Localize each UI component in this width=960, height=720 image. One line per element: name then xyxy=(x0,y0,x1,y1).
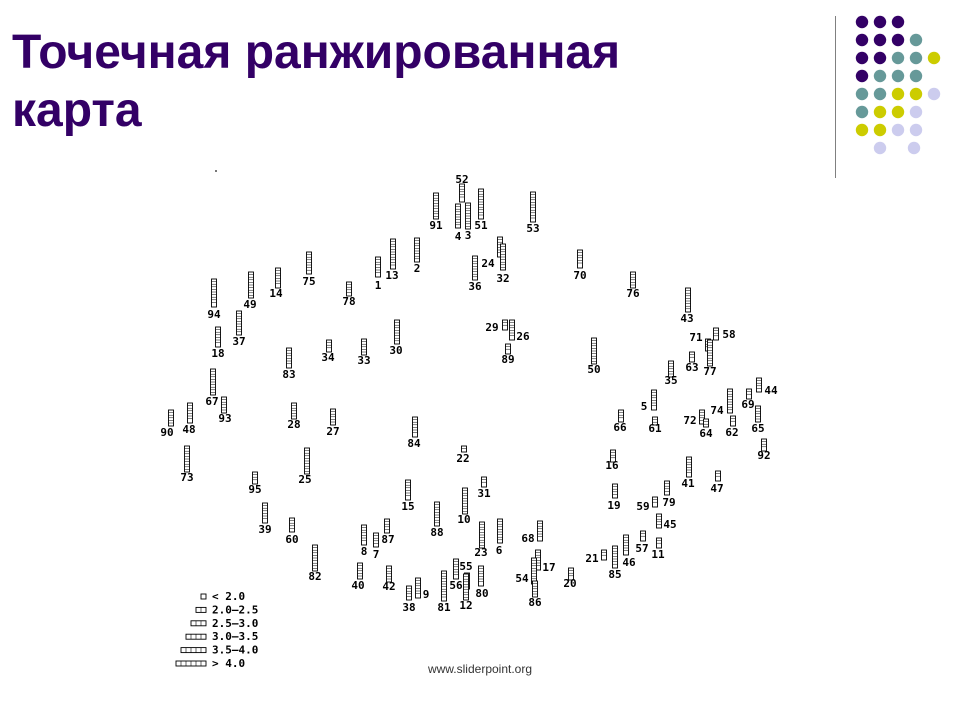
map-marker-82 xyxy=(308,545,321,583)
map-marker-39 xyxy=(258,503,271,536)
map-marker-81 xyxy=(437,571,451,614)
map-marker-42 xyxy=(382,566,395,593)
map-marker-6 xyxy=(496,519,503,557)
map-marker-83 xyxy=(282,348,295,381)
map-marker-label: 2 xyxy=(413,262,421,275)
map-marker-37 xyxy=(232,311,245,348)
map-marker-label: 54 xyxy=(515,572,529,585)
map-marker-label: 6 xyxy=(495,544,503,557)
map-marker-92 xyxy=(757,439,770,462)
map-marker-label: 47 xyxy=(710,482,724,495)
legend-row xyxy=(191,617,258,630)
map-marker-label: 49 xyxy=(243,298,257,311)
map-marker-35 xyxy=(664,361,677,387)
map-marker-76 xyxy=(626,272,640,300)
map-marker-label: 82 xyxy=(308,570,322,583)
map-marker-36 xyxy=(468,256,482,293)
map-marker-label: 59 xyxy=(636,500,650,513)
map-marker-88 xyxy=(430,502,443,539)
map-marker-10 xyxy=(457,488,470,526)
map-marker-23 xyxy=(474,522,487,559)
map-marker-69 xyxy=(741,389,754,411)
map-marker-38 xyxy=(402,586,415,614)
legend-row xyxy=(201,590,245,603)
map-marker-label: 31 xyxy=(477,487,491,500)
legend xyxy=(176,590,258,670)
slide-title-line2: карта xyxy=(12,84,142,137)
map-marker-label: 76 xyxy=(626,287,640,300)
map-marker-label: 12 xyxy=(459,599,473,612)
map-marker-28 xyxy=(287,403,300,431)
map-marker-label: 77 xyxy=(703,365,717,378)
map-marker-3 xyxy=(465,203,472,242)
map-marker-label: 93 xyxy=(218,412,232,425)
map-marker-40 xyxy=(351,563,364,592)
map-marker-2 xyxy=(414,238,421,275)
map-marker-79 xyxy=(662,481,675,509)
map-marker-label: 45 xyxy=(663,518,677,531)
map-marker-label: 15 xyxy=(401,500,415,513)
map-marker-44 xyxy=(757,378,778,397)
legend-label: 2.5–3.0 xyxy=(212,616,259,630)
map-marker-label: 37 xyxy=(232,335,246,348)
map-marker-label: 88 xyxy=(430,526,444,539)
map-marker-47 xyxy=(710,471,723,495)
map-marker-label: 48 xyxy=(182,423,196,436)
map-marker-41 xyxy=(681,457,695,490)
map-marker-label: 86 xyxy=(528,596,542,609)
map-marker-86 xyxy=(528,581,542,609)
map-marker-label: 22 xyxy=(456,452,470,465)
map-marker-label: 19 xyxy=(607,499,621,512)
map-marker-label: 67 xyxy=(205,395,219,408)
map-marker-20 xyxy=(563,568,576,590)
map-marker-label: 34 xyxy=(321,351,335,364)
map-marker-label: 89 xyxy=(501,353,515,366)
map-marker-61 xyxy=(648,417,662,435)
map-marker-label: 65 xyxy=(751,422,765,435)
map-marker-label: 40 xyxy=(351,579,365,592)
map-marker-label: 16 xyxy=(605,459,619,472)
map-marker-label: 3 xyxy=(464,229,472,242)
map-marker-93 xyxy=(218,397,231,425)
map-marker-16 xyxy=(605,450,619,472)
map-marker-68 xyxy=(521,521,542,545)
map-marker-label: 56 xyxy=(449,579,463,592)
map-marker-label: 68 xyxy=(521,532,535,545)
map-marker-label: 43 xyxy=(680,312,694,325)
map-marker-label: 5 xyxy=(640,400,648,413)
map-marker-label: 94 xyxy=(207,308,221,321)
map-marker-17 xyxy=(536,550,556,574)
map-marker-label: 11 xyxy=(651,548,665,561)
map-marker-label: 26 xyxy=(516,330,530,343)
map-marker-label: 44 xyxy=(764,384,778,397)
map-marker-84 xyxy=(407,417,421,450)
map-marker-label: 46 xyxy=(622,556,636,569)
map-marker-label: 50 xyxy=(587,363,601,376)
map-marker-label: 24 xyxy=(481,257,495,270)
legend-label: 3.0–3.5 xyxy=(212,630,259,644)
map-marker-85 xyxy=(608,546,621,581)
map-marker-70 xyxy=(573,250,586,282)
map-marker-label: 53 xyxy=(526,222,540,235)
map-marker-label: 17 xyxy=(542,561,556,574)
map-marker-label: 14 xyxy=(269,287,283,300)
map-marker-45 xyxy=(657,514,677,531)
map-marker-19 xyxy=(607,484,620,512)
map-marker-50 xyxy=(587,338,600,376)
map-marker-13 xyxy=(385,239,398,282)
map-marker-label: 29 xyxy=(485,321,499,334)
map-marker-29 xyxy=(485,320,507,334)
map-marker-label: 18 xyxy=(211,347,225,360)
map-marker-62 xyxy=(725,416,738,439)
map-marker-label: 41 xyxy=(681,477,695,490)
legend-row xyxy=(186,630,258,643)
map-marker-label: 30 xyxy=(389,344,403,357)
map-marker-label: 35 xyxy=(664,374,678,387)
map-marker-label: 1 xyxy=(374,279,382,292)
map-marker-91 xyxy=(429,193,443,232)
map-marker-label: 10 xyxy=(457,513,471,526)
map-marker-label: 62 xyxy=(725,426,739,439)
map-marker-label: 7 xyxy=(372,548,380,561)
map-marker-label: 63 xyxy=(685,361,699,374)
map-marker-30 xyxy=(389,320,402,357)
map-marker-27 xyxy=(326,409,339,438)
map-marker-label: 4 xyxy=(454,230,462,243)
map-marker-4 xyxy=(455,204,462,243)
map-marker-78 xyxy=(342,282,355,308)
map-marker-74 xyxy=(710,389,732,417)
map-marker-66 xyxy=(613,410,627,434)
map-marker-label: 75 xyxy=(302,275,316,288)
map-marker-label: 13 xyxy=(385,269,399,282)
map-marker-label: 36 xyxy=(468,280,482,293)
map-marker-label: 90 xyxy=(160,426,174,439)
map-marker-label: 83 xyxy=(282,368,296,381)
map-marker-58 xyxy=(714,328,736,341)
legend-label: 2.0–2.5 xyxy=(212,603,259,617)
slide-title-line1: Точечная ранжированная xyxy=(12,26,621,79)
map-marker-8 xyxy=(361,525,368,558)
footer-url[interactable]: www.sliderpoint.org xyxy=(427,662,533,676)
map-marker-label: 55 xyxy=(459,560,473,573)
map-marker-label: 57 xyxy=(635,542,649,555)
map-marker-label: 66 xyxy=(613,421,627,434)
map-marker-11 xyxy=(651,538,665,561)
map-marker-63 xyxy=(685,352,698,374)
map-marker-59 xyxy=(636,497,657,513)
legend-row xyxy=(196,603,258,616)
map-marker-7 xyxy=(373,533,380,561)
map-marker-67 xyxy=(205,369,218,408)
map-marker-label: 81 xyxy=(437,601,451,614)
map-marker-label: 72 xyxy=(683,414,697,427)
map-marker-49 xyxy=(243,272,256,311)
map-marker-46 xyxy=(622,535,636,569)
map-marker-15 xyxy=(401,480,414,513)
map-marker-75 xyxy=(302,252,315,288)
map-marker-51 xyxy=(474,189,488,232)
map-marker-label: 32 xyxy=(496,272,510,285)
map-marker-label: 69 xyxy=(741,398,755,411)
map-marker-label: 74 xyxy=(710,404,724,417)
legend-row xyxy=(181,644,258,657)
map-marker-24 xyxy=(481,237,502,270)
map-marker-26 xyxy=(510,320,530,343)
map-marker-label: 39 xyxy=(258,523,272,536)
map-marker-87 xyxy=(381,519,394,546)
map-marker-label: 58 xyxy=(722,328,736,341)
map-marker-label: 20 xyxy=(563,577,577,590)
map-marker-label: 73 xyxy=(180,471,194,484)
legend-label: < 2.0 xyxy=(212,590,246,603)
map-marker-label: 27 xyxy=(326,425,340,438)
map-marker-73 xyxy=(180,446,193,484)
map-marker-48 xyxy=(182,403,195,436)
map-marker-18 xyxy=(211,327,224,360)
map-marker-label: 79 xyxy=(662,496,676,509)
map-marker-label: 84 xyxy=(407,437,421,450)
map-marker-57 xyxy=(635,531,648,555)
map-marker-label: 9 xyxy=(422,588,430,601)
map-marker-label: 61 xyxy=(648,422,662,435)
map-marker-43 xyxy=(680,288,693,325)
map-marker-25 xyxy=(298,448,311,486)
map-marker-5 xyxy=(641,390,657,413)
map-marker-22 xyxy=(456,446,469,465)
map-marker-9 xyxy=(416,578,430,601)
map-marker-33 xyxy=(357,339,370,367)
map-marker-label: 71 xyxy=(689,331,703,344)
map-marker-label: 70 xyxy=(573,269,587,282)
map-marker-label: 8 xyxy=(360,545,368,558)
map-marker-34 xyxy=(321,340,335,364)
map-marker-label: 80 xyxy=(475,587,489,600)
map-marker-label: 28 xyxy=(287,418,301,431)
map-marker-label: 23 xyxy=(474,546,488,559)
map-marker-label: 51 xyxy=(474,219,488,232)
map-marker-label: 87 xyxy=(381,533,395,546)
map-marker-31 xyxy=(477,477,491,500)
map-marker-60 xyxy=(285,518,298,546)
map-marker-90 xyxy=(160,410,173,439)
map-marker-89 xyxy=(501,344,514,366)
map-marker-72 xyxy=(683,410,704,427)
legend-label: > 4.0 xyxy=(212,657,246,670)
map-marker-label: 78 xyxy=(342,295,356,308)
map-marker-label: 60 xyxy=(285,533,299,546)
map-marker-label: 33 xyxy=(357,354,371,367)
map-marker-label: 52 xyxy=(455,173,469,186)
map-marker-label: 64 xyxy=(699,427,713,440)
map-marker-53 xyxy=(526,192,539,235)
map-marker-52 xyxy=(455,173,468,202)
map-marker-80 xyxy=(475,566,488,600)
map-marker-21 xyxy=(585,550,606,565)
map-marker-label: 95 xyxy=(248,483,262,496)
map-marker-label: 25 xyxy=(298,473,312,486)
legend-label: 3.5–4.0 xyxy=(212,643,259,657)
map-marker-1 xyxy=(375,257,382,292)
map-marker-label: 91 xyxy=(429,219,443,232)
map-marker-label: 38 xyxy=(402,601,416,614)
map-marker-label: 85 xyxy=(608,568,622,581)
map-marker-label: 21 xyxy=(585,552,599,565)
map-marker-label: 42 xyxy=(382,580,396,593)
map-marker-label: 92 xyxy=(757,449,771,462)
map-marker-94 xyxy=(207,279,221,321)
map-marker-95 xyxy=(248,472,261,496)
map-marker-14 xyxy=(269,268,283,300)
